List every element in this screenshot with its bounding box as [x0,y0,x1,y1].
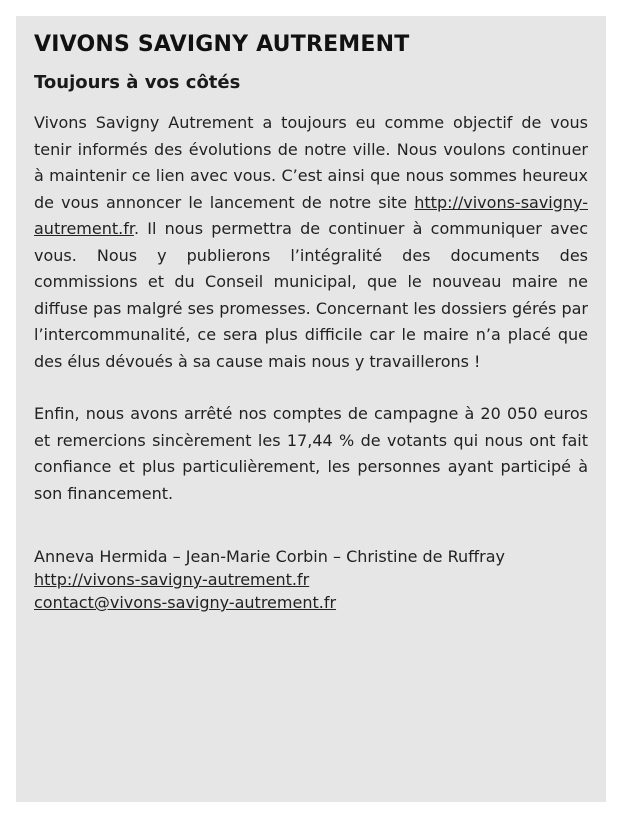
site-link-inline[interactable]: http://vivons-savigny-autrement.fr [34,192,588,238]
paragraph-1 [34,110,588,375]
paragraph-2: Enfin, nous avons arrêté nos comptes de campagne à 20 050 euros et remercions sincèrement les 17,44 % de votants qui nous ont fait confiance et plus particulièrement, les personnes ayant participé à son financement. [34,404,588,503]
article-title: VIVONS SAVIGNY AUTREMENT [34,32,410,57]
signature-names: Anneva Hermida – Jean-Marie Corbin – Christine de Ruffray [34,547,506,566]
signature-website-link[interactable]: http://vivons-savigny-autrement.fr [34,570,310,589]
article-panel [16,16,606,802]
article-subtitle: Toujours à vos côtés [34,72,241,93]
paragraph-1-text-end: . Il nous permettra de continuer à communiquer avec vous. Nous y publierons l’intégralité des documents des commissions et du Conseil municipal, que le nouveau maire ne diffuse pas malgré ses promesses. Concernant les dossiers gérés par l’intercommunalité, ce sera plus difficile car le maire n’a placé que des élus dévoués à sa cause mais nous y travaillerons ! [34,219,588,371]
signature-email-link[interactable]: contact@vivons-savigny-autrement.fr [34,593,337,612]
paragraph-1-text-start: Vivons Savigny Autrement a toujours eu comme objectif de vous tenir informés des évolutions de notre ville. Nous voulons continuer à maintenir ce lien avec vous. C’est ainsi que nous sommes heureux de vous annoncer le lancement de notre site [34,113,588,212]
signature-block [34,545,588,614]
